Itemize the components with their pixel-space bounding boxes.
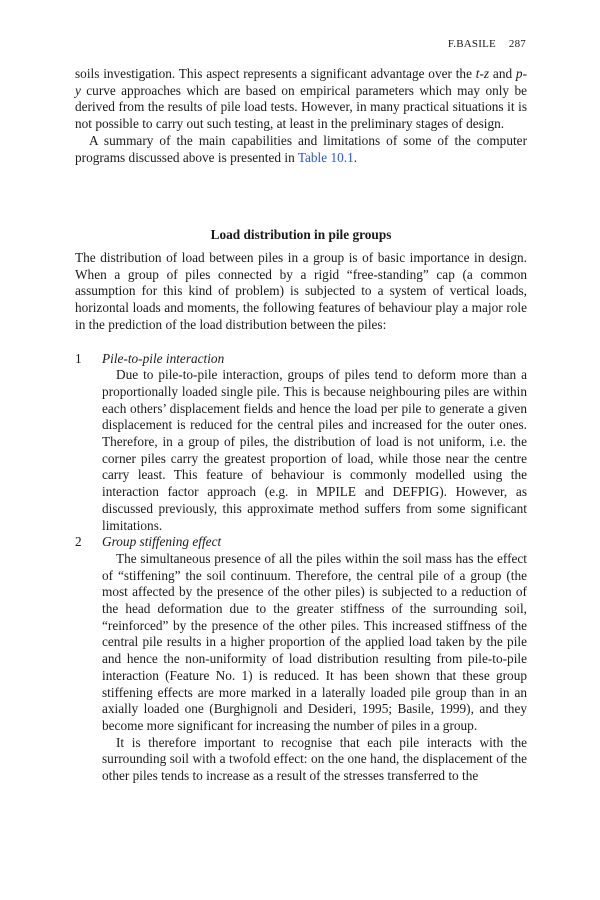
list-item-number: 2: [75, 534, 82, 550]
table-reference-link[interactable]: Table 10.1: [297, 149, 354, 165]
running-title: F.BASILE: [447, 38, 496, 50]
list-item-body: Due to pile-to-pile interaction, groups of piles tend to deform more than a proportionally loaded single pile. This is because neighbouring piles are within each others’ displacement fields and hence the load per pile to generate a given displacement is reduced for the central piles and increased for the outer ones. Therefore, in a group of piles, the distribution of load is not uniform, i.e. the corner piles carry the greatest proportion of load, while those near the centre carry least. This feature of behaviour is commonly modelled using the interaction factor approach (e.g. in MPILE and DEFPIG). However, as discussed previously, this approximate method suffers from some significant limitations.: [102, 367, 527, 533]
list-item-heading: [75, 351, 527, 368]
list-item: [75, 351, 527, 535]
list-item-heading: [75, 534, 527, 551]
section-lead-paragraph: The distribution of load between piles in a group is of basic importance in design. When a group of piles connected by a rigid “free-standing” cap (a common assumption for this kind of problem) is subjected to a system of vertical loads, horizontal loads and moments, the following features of behaviour play a major role in the prediction of the load distribution between the piles:: [75, 250, 527, 332]
list-item-continuation: It is therefore important to recognise that each pile interacts with the surrounding soil with a twofold effect: on the one hand, the displacement of the other piles tends to increase as a result of the stresses transferred to the: [102, 734, 527, 784]
list-item-body: The simultaneous presence of all the piles within the soil mass has the effect of “stiffening” the soil continuum. Therefore, the central pile of a group (the most affected by the presence of the other piles) is subjected to a reduction of the head deformation due to the greater stiffness of the surrounding soil, “reinforced” by the presence of the other piles. This increased stiffness of the central pile results in a higher proportion of the applied load taken by the pile and hence the non-uniformity of load distribution resulting from pile-to-pile interaction (Feature No. 1) is reduced. It has been shown that these group stiffening effects are more marked in a laterally loaded pile group than in an axially loaded one (Burghignoli and Desideri, 1995; Basile, 1999), and they become more significant for increasing the number of piles in a group.: [102, 550, 527, 733]
section-heading: Load distribution in pile groups: [210, 227, 392, 242]
list-item-title: Group stiffening effect: [102, 534, 222, 550]
intro-block: [75, 66, 527, 166]
list-item-number: 1: [75, 350, 82, 366]
page-number: 287: [508, 38, 526, 50]
running-header: [438, 38, 526, 50]
intro-paragraph-2: A summary of the main capabilities and limitations of some of the computer programs discussed above is presented in Table 10.1.: [75, 132, 527, 165]
list-item-title: Pile-to-pile interaction: [102, 350, 225, 366]
list-item: [75, 534, 527, 785]
section-body: [75, 250, 527, 785]
intro-paragraph-1: soils investigation. This aspect represents a significant advantage over the t-z and p-y curve approaches which are based on empirical parameters which may only be derived from the results of pile load tests. However, in many practical situations it is not possible to carry out such testing, at least in the preliminary stages of design.: [75, 66, 527, 132]
